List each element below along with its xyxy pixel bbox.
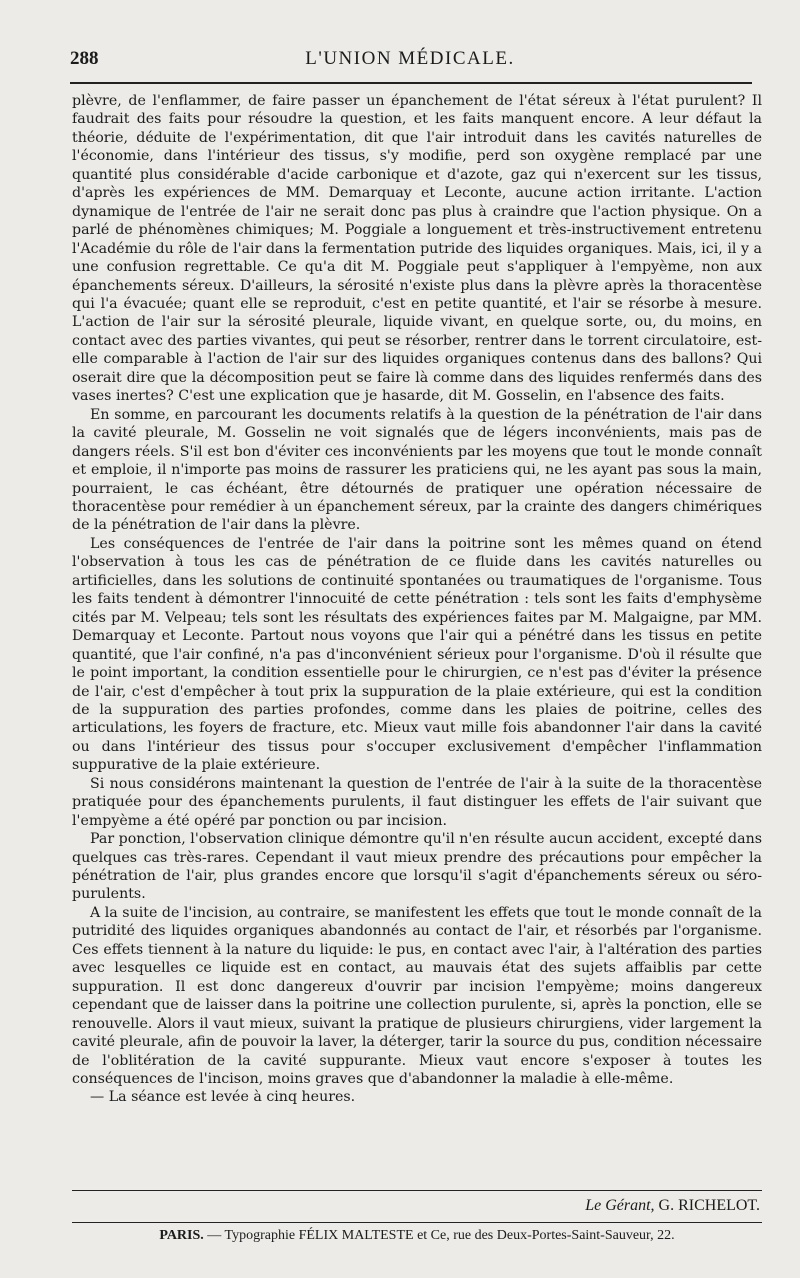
paragraph: plèvre, de l'enflammer, de faire passer un épanchement de l'état séreux à l'état purulent? Il faudrait des faits pour résoudre la question, et les faits manquent encore. A leur défaut la théorie, déduite de l'expérimentation, dit que l'air introduit dans les cavités naturelles de l'économie, dans l'intérieur des tissus, s'y modifie, perd son oxygène remplacé par une quantité plus considérable d'acide carbonique et d'azote, gaz qui n'exercent sur les tissus, d'après les expériences de MM. Demarquay et Leconte, aucune action irritante. L'action dynamique de l'entrée de l'air ne serait donc pas plus à craindre que l'action physique. On a parlé de phénomènes chimiques; M. Poggiale a longuement et très-instructivement entretenu l'Académie du rôle de l'air dans la fermentation putride des liquides organiques. Mais, ici, il y a une confusion regrettable. Ce qu'a dit M. Poggiale peut s'appliquer à l'empyème, non aux épanchements séreux. D'ailleurs, la sérosité n'existe plus dans la plèvre après la thoracentèse qui l'a évacuée; quant elle se reproduit, c'est en petite quantité, et l'air se résorbe à mesure. L'action de l'air sur la sérosité pleurale, liquide vivant, en quelque sorte, ou, du moins, en contact avec des parties vivantes, qui peut se résorber, rentrer dans le torrent circulatoire, est-elle comparable à l'action de l'air sur des liquides organiques contenus dans des ballons? Qui oserait dire que la décomposition peut se faire là comme dans des liquides renfermés dans des vases inertes? C'est une explication que je hasarde, dit M. Gosselin, en l'absence des faits. xyxy=(72,93,762,405)
article-body xyxy=(72,92,762,1107)
printer-rule xyxy=(72,1222,762,1223)
closing-rule xyxy=(72,1190,762,1191)
paragraph: En somme, en parcourant les documents relatifs à la question de la pénétration de l'air dans la cavité pleurale, M. Gosselin ne voit signalés que de légers inconvénients, mais pas de dangers réels. S'il est bon d'éviter ces inconvénients par les moyens que tout le monde connaît et emploie, il n'importe pas moins de rassurer les praticiens qui, ne les ayant pas sous la main, pourraient, le cas échéant, être détournés de pratiquer une opération nécessaire de thoracentèse pour remédier à un épanchement séreux, par la crainte des dangers chimériques de la pénétration de l'air dans la plèvre. xyxy=(72,406,762,534)
signature-label: Le Gérant, xyxy=(585,1197,655,1214)
paragraph: Par ponction, l'observation clinique démontre qu'il n'en résulte aucun accident, excepté dans quelques cas très-rares. Cependant il vaut mieux prendre des précautions pour empêcher la pénétration de l'air, plus grandes encore que lorsqu'il s'agit d'épanchements séreux ou séro-purulents. xyxy=(72,831,763,903)
printer-imprint xyxy=(72,1228,762,1244)
session-closing-line: — La séance est levée à cinq heures. xyxy=(90,1089,356,1106)
signature-name: G. RICHELOT. xyxy=(658,1197,760,1214)
running-title: L'UNION MÉDICALE. xyxy=(305,48,515,69)
printer-city: PARIS. xyxy=(159,1228,204,1243)
page-number: 288 xyxy=(70,48,99,69)
paragraph: Les conséquences de l'entrée de l'air dans la poitrine sont les mêmes quand on étend l'observation à tous les cas de pénétration de ce fluide dans les cavités naturelles ou artificielles, dans les solutions de continuité spontanées ou traumatiques de l'organisme. Tous les faits tendent à démontrer l'innocuité de cette pénétration : tels sont les faits d'emphysème cités par M. Velpeau; tels sont les résultats des expériences faites par M. Malgaigne, par MM. Demarquay et Leconte. Partout nous voyons que l'air qui a pénétré dans les tissus en petite quantité, que l'air confiné, n'a pas d'inconvénient sérieux pour l'organisme. D'où il résulte que le point important, la condition essentielle pour le chirurgien, ce n'est pas d'éviter la présence de l'air, c'est d'empêcher à tout prix la suppuration de la plaie extérieure, qui est la condition de la suppuration des parties profondes, comme dans les plaies de poitrine, celles des articulations, les foyers de fracture, etc. Mieux vaut mille fois abandonner l'air dans la cavité ou dans l'intérieur des tissus pour s'occuper exclusivement d'empêcher l'inflammation suppurative de la plaie extérieure. xyxy=(72,535,762,774)
paragraph: A la suite de l'incision, au contraire, se manifestent les effets que tout le monde connaît de la putridité des liquides organiques abandonnés au contact de l'air, et résorbés par l'organisme. Ces effets tiennent à la nature du liquide: le pus, en contact avec l'air, à l'altération des parties avec lesquelles ce liquide est en contact, au mauvais état des sujets affaiblis par cette suppuration. Il est donc dangereux d'ouvrir par incision l'empyème; moins dangereux cependant que de laisser dans la poitrine une collection purulente, si, après la ponction, elle se renouvelle. Alors il vaut mieux, suivant la pratique de plusieurs chirurgiens, vider largement la cavité pleurale, afin de pouvoir la laver, la déterger, tarir la source du pus, condition nécessaire de l'oblitération de la cavité suppurante. Mieux vaut encore s'exposer à toutes les conséquences de l'incison, moins graves que d'abandonner la maladie à elle-même. xyxy=(72,904,762,1088)
signature xyxy=(585,1197,760,1215)
paragraph: Si nous considérons maintenant la question de l'entrée de l'air à la suite de la thoracentèse pratiquée pour des épanchements purulents, il faut distinguer les effets de l'air suivant que l'empyème a été opéré par ponction ou par incision. xyxy=(72,775,762,829)
printer-details: — Typographie FÉLIX MALTESTE et Ce, rue des Deux-Portes-Saint-Sauveur, 22. xyxy=(207,1228,675,1243)
page-header xyxy=(70,48,750,78)
header-rule xyxy=(70,82,752,84)
